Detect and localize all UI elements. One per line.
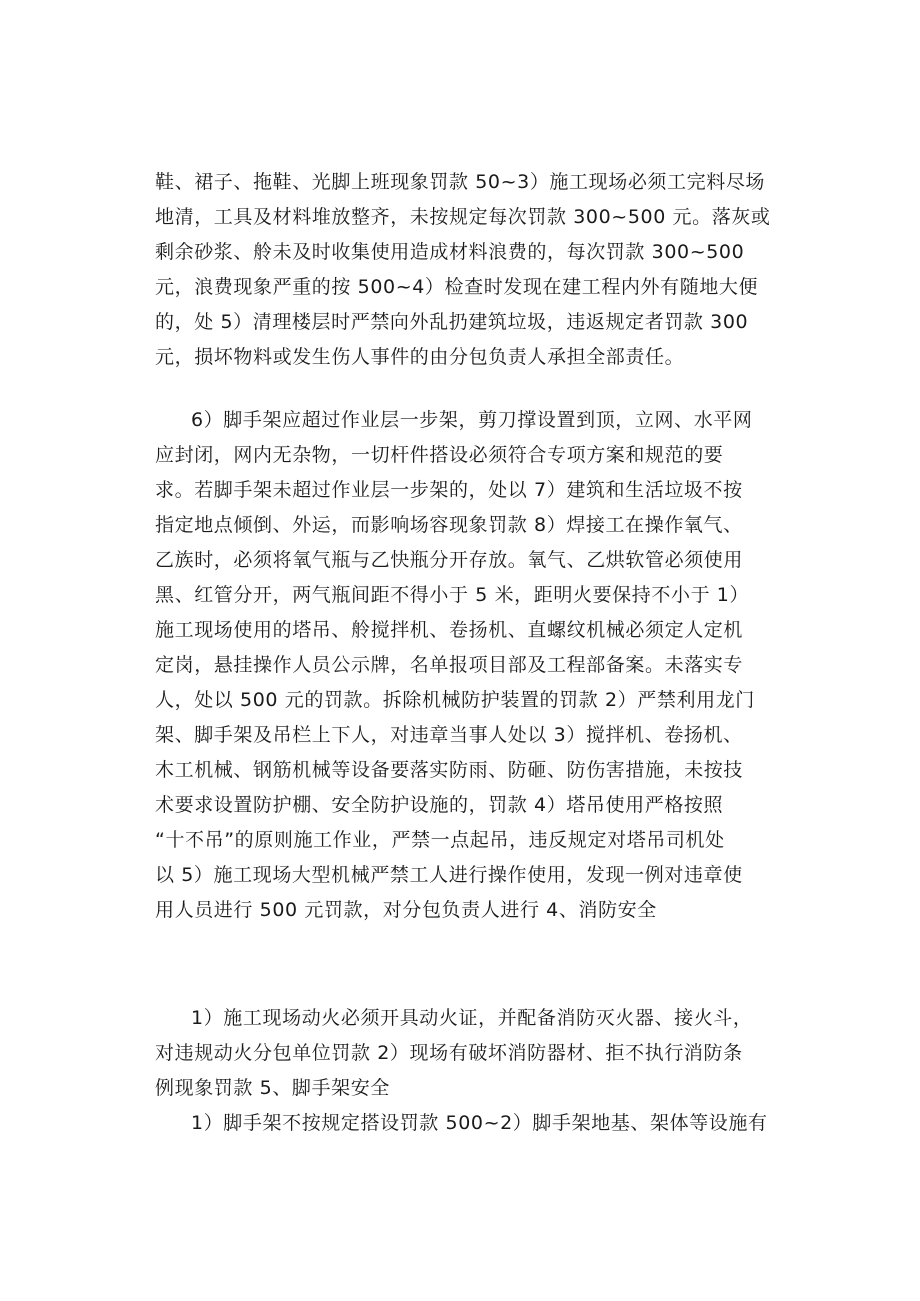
paragraph-penalties-cleanliness [155,165,775,375]
text-line: 人，处以 500 元的罚款。拆除机械防护装置的罚款 2）严禁利用龙门 [155,689,755,711]
text-line: 对违规动火分包单位罚款 2）现场有破坏消防器材、拒不执行消防条 [155,1042,743,1064]
text-line: 鞋、裙子、拖鞋、光脚上班现象罚款 50~3）施工现场必须工完料尽场 [155,171,766,193]
text-line: 应封闭，网内无杂物，一切杆件搭设必须符合专项方案和规范的要 [155,444,724,466]
text-line: 1）施工现场动火必须开具动火证，并配备消防灭火器、接火斗， [191,1007,753,1029]
text-line: 定岗，悬挂操作人员公示牌，名单报项目部及工程部备案。未落实专 [155,654,744,676]
text-line: 1）脚手架不按规定搭设罚款 500~2）脚手架地基、架体等设施有 [191,1112,768,1134]
paragraph-scaffold-safety [155,1106,775,1141]
text-line: 黑、红管分开，两气瓶间距不得小于 5 米，距明火要保持不小于 1） [155,584,750,606]
text-line: 地清，工具及材料堆放整齐，未按规定每次罚款 300~500 元。落灰或 [155,206,771,228]
text-line: 元，浪费现象严重的按 500~4）检查时发现在建工程内外有随地大便 [155,276,759,298]
text-line: 木工机械、钢筋机械等设备要落实防雨、防砸、防伤害措施，未按技 [155,759,744,781]
paragraph-scaffold-and-machinery [155,403,775,928]
text-line: 6）脚手架应超过作业层一步架，剪刀撑设置到顶，立网、水平网 [191,409,753,431]
text-line: 施工现场使用的塔吊、舲搅拌机、卷扬机、直螺纹机械必须定人定机 [155,619,744,641]
text-line: “十不吊”的原则施工作业，严禁一点起吊，违反规定对塔吊司机处 [155,829,725,851]
text-line: 剩余砂浆、舲未及时收集使用造成材料浪费的，每次罚款 300~500 [155,241,745,263]
text-line: 例现象罚款 5、脚手架安全 [155,1077,390,1099]
text-line: 指定地点倾倒、外运，而影响场容现象罚款 8）焊接工在操作氧气、 [155,514,743,536]
text-line: 的，处 5）清理楼层时严禁向外乱扔建筑垃圾，违返规定者罚款 300 [155,311,749,333]
text-line: 求。若脚手架未超过作业层一步架的，处以 7）建筑和生活垃圾不按 [155,479,743,501]
text-line: 元，损坏物料或发生伤人事件的由分包负责人承担全部责任。 [155,346,685,368]
text-line: 以 5）施工现场大型机械严禁工人进行操作使用，发现一例对违章使 [155,864,743,886]
text-line: 架、脚手架及吊栏上下人，对违章当事人处以 3）搅拌机、卷扬机、 [155,724,743,746]
text-line: 乙族时，必须将氧气瓶与乙快瓶分开存放。氧气、乙烘软管必须使用 [155,549,744,571]
text-line: 用人员进行 500 元罚款，对分包负责人进行 4、消防安全 [155,899,657,921]
paragraph-fire-safety [155,1001,775,1106]
text-line: 术要求设置防护棚、安全防护设施的，罚款 4）塔吊使用严格按照 [155,794,724,816]
